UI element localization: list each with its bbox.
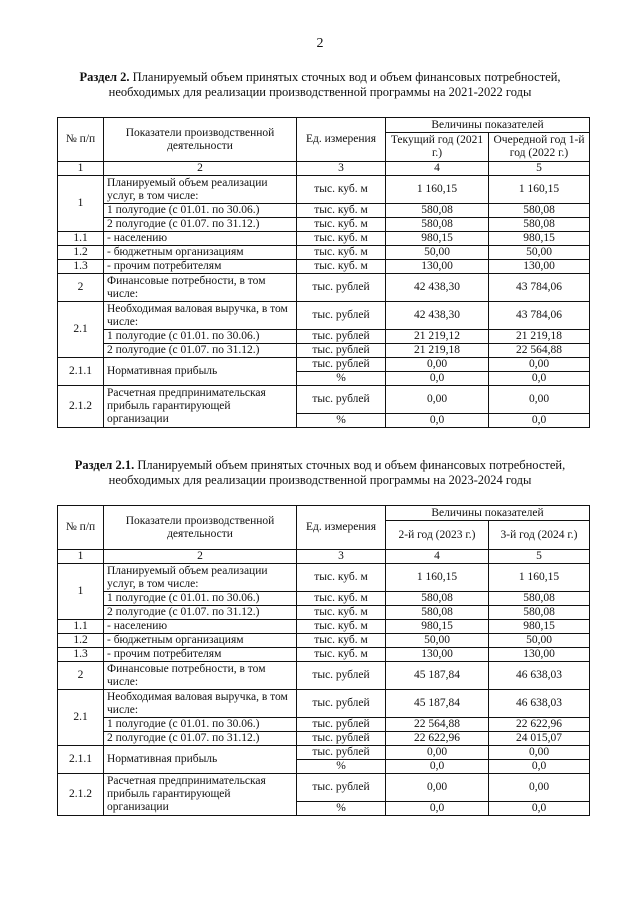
table-row: 1 Планируемый объем реализации услуг, в том числе: тыс. куб. м 1 160,15 1 160,15 <box>58 176 590 204</box>
table-row: % 0,0 0,0 <box>58 372 590 386</box>
header-year1: 2-й год (2023 г.) <box>386 521 489 550</box>
table-row: 1.3 - прочим потребителям тыс. куб. м 130,00 130,00 <box>58 260 590 274</box>
table-row: 1 полугодие (с 01.01. по 30.06.) тыс. рублей 22 564,88 22 622,96 <box>58 718 590 732</box>
data-table-2021-2022 <box>57 117 590 428</box>
header-unit: Ед. измерения <box>297 506 386 550</box>
table-row: 2.1.1 Нормативная прибыль тыс. рублей 0,00 0,00 <box>58 746 590 760</box>
table-row: 2 Финансовые потребности, в том числе: тыс. рублей 45 187,84 46 638,03 <box>58 662 590 690</box>
table-row: % 0,0 0,0 <box>58 414 590 428</box>
header-values: Величины показателей <box>386 118 590 133</box>
section-title-bold: Раздел 2.1. <box>74 458 135 472</box>
table-row: 1.1 - населению тыс. куб. м 980,15 980,15 <box>58 232 590 246</box>
table-row: 1 полугодие (с 01.01. по 30.06.) тыс. куб. м 580,08 580,08 <box>58 204 590 218</box>
header-year2: 3-й год (2024 г.) <box>489 521 590 550</box>
table-row: 1 полугодие (с 01.01. по 30.06.) тыс. рублей 21 219,12 21 219,18 <box>58 330 590 344</box>
table-row: 1 Планируемый объем реализации услуг, в том числе: тыс. куб. м 1 160,15 1 160,15 <box>58 564 590 592</box>
table-row: 2 полугодие (с 01.07. по 31.12.) тыс. куб. м 580,08 580,08 <box>58 606 590 620</box>
table-row: 2.1 Необходимая валовая выручка, в том числе: тыс. рублей 45 187,84 46 638,03 <box>58 690 590 718</box>
header-num: № п/п <box>58 118 104 162</box>
table-row: 2.1.1 Нормативная прибыль тыс. рублей 0,00 0,00 <box>58 358 590 372</box>
table-row: 2 полугодие (с 01.07. по 31.12.) тыс. рублей 22 622,96 24 015,07 <box>58 732 590 746</box>
table-row: 2 полугодие (с 01.07. по 31.12.) тыс. куб. м 580,08 580,08 <box>58 218 590 232</box>
table-row: 1.2 - бюджетным организациям тыс. куб. м 50,00 50,00 <box>58 634 590 648</box>
header-num: № п/п <box>58 506 104 550</box>
data-table-2023-2024 <box>57 505 590 816</box>
col-number: 3 <box>297 162 386 176</box>
table-row: 2.1.2 Расчетная предпринимательская прибыль гарантирующей организации тыс. рублей 0,00 0,00 <box>58 386 590 414</box>
col-number: 1 <box>58 162 104 176</box>
header-year2: Очередной год 1-й год (2022 г.) <box>489 133 590 162</box>
section-title-bold: Раздел 2. <box>79 70 130 84</box>
table-row: % 0,0 0,0 <box>58 760 590 774</box>
col-number: 3 <box>297 550 386 564</box>
table-row: 2.1 Необходимая валовая выручка, в том числе: тыс. рублей 42 438,30 43 784,06 <box>58 302 590 330</box>
header-year1: Текущий год (2021 г.) <box>386 133 489 162</box>
table-row: 1.1 - населению тыс. куб. м 980,15 980,15 <box>58 620 590 634</box>
section-title-text: Планируемый объем принятых сточных вод и объем финансовых потребностей, необходимых для реализации производственной программы на 2021-2022 годы <box>108 70 561 99</box>
table-row: 2 Финансовые потребности, в том числе: тыс. рублей 42 438,30 43 784,06 <box>58 274 590 302</box>
col-number: 1 <box>58 550 104 564</box>
header-indicators: Показатели производственной деятельности <box>104 506 297 550</box>
col-number: 2 <box>104 162 297 176</box>
table-row: 1 полугодие (с 01.01. по 30.06.) тыс. куб. м 580,08 580,08 <box>58 592 590 606</box>
section-title-text: Планируемый объем принятых сточных вод и объем финансовых потребностей, необходимых для реализации производственной программы на 2023-2024 годы <box>108 458 566 487</box>
header-indicators: Показатели производственной деятельности <box>104 118 297 162</box>
table-row: 1.2 - бюджетным организациям тыс. куб. м 50,00 50,00 <box>58 246 590 260</box>
table-row: 2.1.2 Расчетная предпринимательская прибыль гарантирующей организации тыс. рублей 0,00 0,00 <box>58 774 590 802</box>
header-unit: Ед. измерения <box>297 118 386 162</box>
col-number: 2 <box>104 550 297 564</box>
col-number: 4 <box>386 550 489 564</box>
section-title <box>60 458 580 488</box>
table-row: 2 полугодие (с 01.07. по 31.12.) тыс. рублей 21 219,18 22 564,88 <box>58 344 590 358</box>
col-number: 5 <box>489 550 590 564</box>
col-number: 4 <box>386 162 489 176</box>
page-number: 2 <box>316 36 324 51</box>
table-row: 1.3 - прочим потребителям тыс. куб. м 130,00 130,00 <box>58 648 590 662</box>
section-title <box>60 70 580 100</box>
col-number: 5 <box>489 162 590 176</box>
table-row: % 0,0 0,0 <box>58 802 590 816</box>
header-values: Величины показателей <box>386 506 590 521</box>
